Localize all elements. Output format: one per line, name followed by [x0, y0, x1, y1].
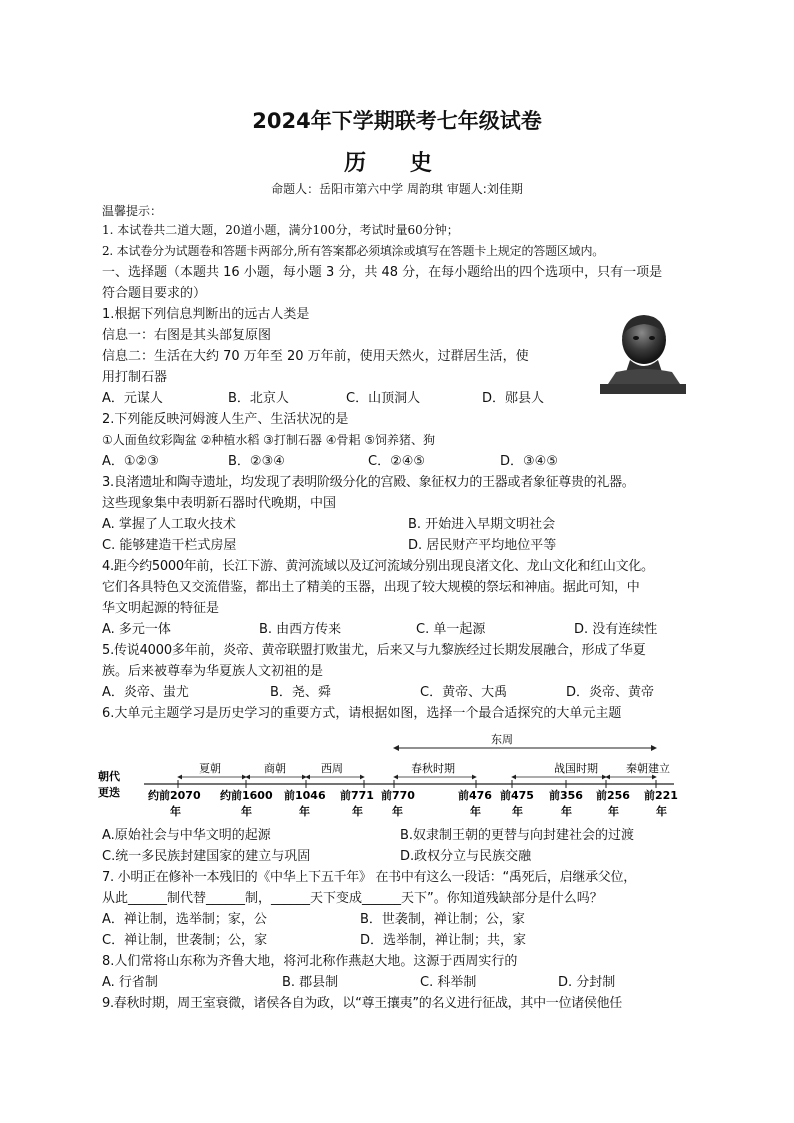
q8-option-a: A. 行省制 — [102, 975, 158, 990]
year-suffix-7: 年 — [512, 805, 523, 818]
year-suffix-3: 年 — [299, 805, 310, 818]
q5-option-c: C．黄帝、大禹 — [420, 685, 508, 700]
q4-option-c: C. 单一起源 — [416, 622, 486, 637]
q3-line-1: 3.良渚遗址和陶寺遗址，均发现了表明阶级分化的宫殿、象征权力的王器或者象征尊贵的礼器。 — [102, 475, 635, 490]
subject-title: 历 史 — [344, 151, 450, 176]
date-770: 前770 — [381, 789, 415, 802]
q9-line-1: 9.春秋时期，周王室衰微，诸侯各自为政，以“尊王攘夷”的名义进行征战，其中一位诸侯他任 — [102, 996, 622, 1011]
q1-option-b: B．北京人 — [228, 391, 289, 406]
q7-option-c: C．禅让制，世袭制；公，家 — [102, 933, 268, 948]
period-xia: 夏朝 — [199, 762, 221, 775]
q8-option-d: D. 分封制 — [558, 975, 616, 990]
date-2070: 约前2070 — [148, 789, 201, 802]
q5-option-d: D．炎帝、黄帝 — [566, 685, 655, 700]
period-xizhou: 西周 — [321, 762, 343, 775]
q2-items: ①人面鱼纹彩陶盆 ②种植水稻 ③打制石器 ④骨耜 ⑤饲养猪、狗 — [102, 433, 436, 447]
q8-option-c: C. 科举制 — [420, 975, 477, 990]
year-suffix-9: 年 — [608, 805, 619, 818]
year-suffix-8: 年 — [561, 805, 572, 818]
q8-option-b: B. 郡县制 — [282, 975, 339, 990]
timeline-row-label-2: 更迭 — [98, 786, 120, 799]
period-zhanguo: 战国时期 — [554, 762, 598, 775]
year-suffix-4: 年 — [352, 805, 363, 818]
timeline-dongzhou: 东周 — [491, 733, 513, 746]
q4-line-1: 4.距今约5000年前，长江下游、黄河流域以及辽河流域分别出现良渚文化、龙山文化和红山文化。 — [102, 559, 654, 574]
q2-stem: 2.下列能反映河姆渡人生产、生活状况的是 — [102, 412, 349, 427]
q7-option-a: A．禅让制，选举制；家，公 — [102, 912, 267, 927]
period-qin: 秦朝建立 — [626, 762, 670, 775]
q2-option-a: A．①②③ — [102, 454, 159, 469]
q6-option-b: B.奴隶制王朝的更替与向封建社会的过渡 — [400, 828, 635, 843]
q2-option-c: C．②④⑤ — [368, 454, 426, 469]
q1-option-a: A．元谋人 — [102, 391, 163, 406]
q4-option-b: B. 由西方传来 — [259, 622, 342, 637]
date-475: 前475 — [500, 789, 534, 802]
authors-line: 命题人：岳阳市第六中学 周韵琪 审题人:刘佳期 — [271, 182, 523, 196]
q7-option-d: D．选举制，禅让制；共，家 — [360, 933, 527, 948]
q4-option-a: A. 多元一体 — [102, 622, 171, 637]
q1-info-1: 信息一：右图是其头部复原图 — [102, 328, 272, 343]
q7-line-1: 7. 小明正在修补一本残旧的《中华上下五千年》 在书中有这么一段话：“禹死后，启继承父位， — [102, 870, 636, 885]
q5-option-a: A．炎帝、蚩尤 — [102, 685, 189, 700]
q5-line-2: 族。后来被尊奉为华夏族人文初祖的是 — [102, 664, 324, 679]
q6-option-c: C.统一多民族封建国家的建立与巩固 — [102, 849, 311, 864]
year-suffix-10: 年 — [656, 805, 667, 818]
tips-heading: 温馨提示： — [102, 204, 163, 218]
q1-bust-image — [592, 310, 694, 396]
date-1046: 前1046 — [284, 789, 326, 802]
q6-option-d: D.政权分立与民族交融 — [400, 849, 532, 864]
q1-option-d: D．郧县人 — [482, 391, 545, 406]
q4-line-3: 华文明起源的特征是 — [102, 601, 220, 616]
q2-option-d: D．③④⑤ — [500, 454, 558, 469]
year-suffix-1: 年 — [170, 805, 181, 818]
q1-stem: 1.根据下列信息判断出的远古人类是 — [102, 307, 310, 322]
period-shang: 商朝 — [264, 762, 286, 775]
q1-info-2a: 信息二：生活在大约 70 万年至 20 万年前，使用天然火，过群居生活，使 — [102, 349, 529, 364]
year-suffix-2: 年 — [241, 805, 252, 818]
q4-option-d: D. 没有连续性 — [574, 622, 658, 637]
q6-option-a: A.原始社会与中华文明的起源 — [102, 828, 271, 843]
exam-title: 2024年下学期联考七年级试卷 — [252, 109, 542, 133]
q7-option-b: B．世袭制，禅让制；公，家 — [360, 912, 525, 927]
timeline-row-label-1: 朝代 — [98, 770, 120, 783]
date-1600: 约前1600 — [220, 789, 273, 802]
date-356: 前356 — [549, 789, 583, 802]
q3-option-c: C. 能够建造干栏式房屋 — [102, 538, 237, 553]
q6-stem: 6.大单元主题学习是历史学习的重要方式，请根据如图，选择一个最合适探究的大单元主题 — [102, 706, 622, 721]
date-771: 前771 — [340, 789, 374, 802]
q3-line-2: 这些现象集中表明新石器时代晚期，中国 — [102, 496, 337, 511]
year-suffix-6: 年 — [470, 805, 481, 818]
q1-option-c: C．山顶洞人 — [346, 391, 421, 406]
q6-timeline — [96, 728, 686, 824]
section-heading-line-2: 符合题目要求的） — [102, 286, 207, 301]
q1-info-2b: 用打制石器 — [102, 370, 168, 385]
date-476: 前476 — [458, 789, 492, 802]
q3-option-b: B. 开始进入早期文明社会 — [408, 517, 556, 532]
q5-option-b: B．尧、舜 — [270, 685, 331, 700]
date-256: 前256 — [596, 789, 630, 802]
section-heading-line-1: 一、选择题（本题共 16 小题，每小题 3 分，共 48 分，在每小题给出的四个选项中，只有一项是 — [102, 265, 663, 280]
q7-line-2: 从此______制代替______制，______天下变成______天下”。你知道残缺部分是什么吗？ — [102, 891, 603, 906]
q2-option-b: B．②③④ — [228, 454, 285, 469]
tips-line-2: 2. 本试卷分为试题卷和答题卡两部分,所有答案都必须填涂或填写在答题卡上规定的答题区域内。 — [102, 244, 605, 258]
period-chunqiu: 春秋时期 — [411, 762, 455, 775]
q3-option-a: A. 掌握了人工取火技术 — [102, 517, 236, 532]
q3-option-d: D. 居民财产平均地位平等 — [408, 538, 557, 553]
q4-line-2: 它们各具特色又交流借鉴，都出土了精美的玉器，出现了较大规模的祭坛和神庙。据此可知，中 — [102, 580, 640, 595]
q8-stem: 8.人们常将山东称为齐鲁大地，将河北称作燕赵大地。这源于西周实行的 — [102, 954, 518, 969]
q5-line-1: 5.传说4000多年前，炎帝、黄帝联盟打败蚩尤，后来又与九黎族经过长期发展融合，形成了华夏 — [102, 643, 646, 658]
tips-line-1: 1. 本试卷共二道大题，20道小题，满分100分，考试时量60分钟； — [102, 223, 459, 237]
year-suffix-5: 年 — [392, 805, 403, 818]
date-221: 前221 — [644, 789, 678, 802]
